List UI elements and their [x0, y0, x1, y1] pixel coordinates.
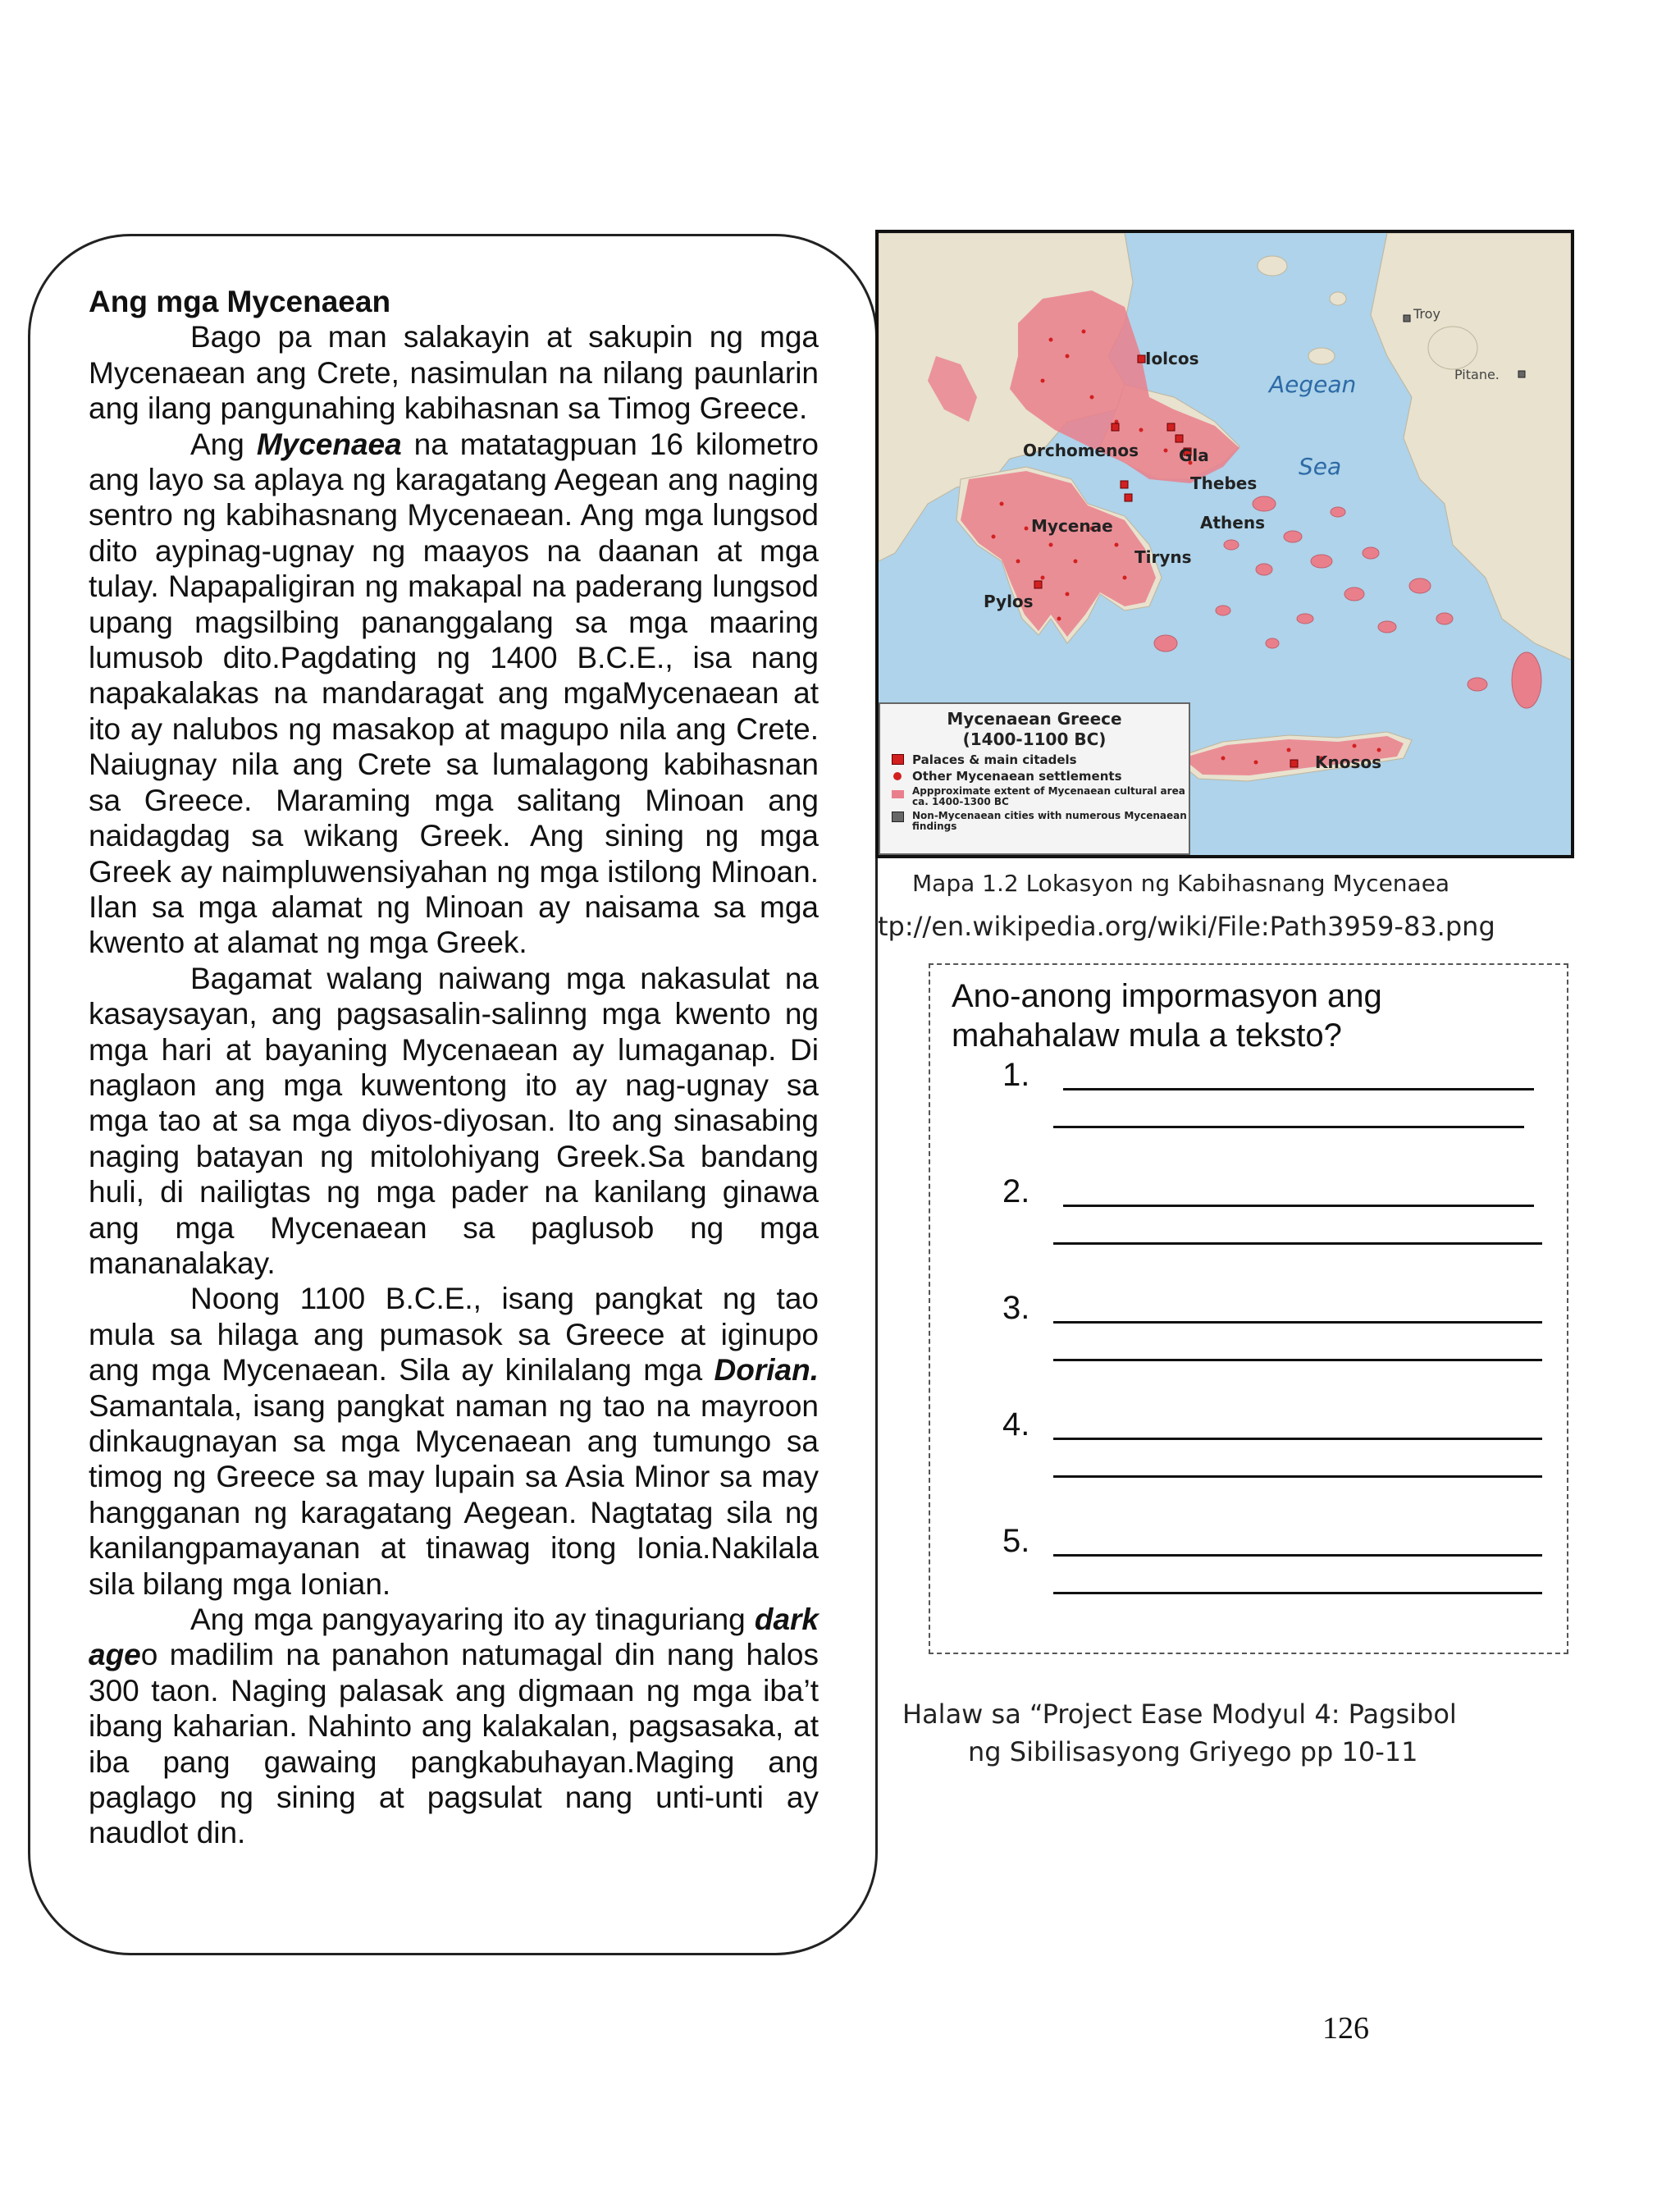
label-mycenae: Mycenae	[1031, 516, 1113, 536]
mycenaean-greece-map	[875, 230, 1574, 858]
legend-palaces-label: Palaces & main citadels	[912, 752, 1077, 767]
label-iolcos: Iolcos	[1145, 349, 1199, 368]
paragraph-5	[89, 1602, 819, 1851]
source-citation	[902, 1695, 1542, 1771]
source-line-2: ng Sibilisasyong Griyego pp 10-11	[968, 1736, 1418, 1767]
page-number: 126	[1322, 2011, 1369, 2046]
paragraph-2	[89, 427, 819, 961]
red-square-icon	[892, 754, 904, 765]
label-troy: Troy	[1413, 306, 1440, 322]
legend-row-non-mycenaean	[892, 811, 1189, 832]
paragraph-5-rest: o madilim na panahon natumagal din nang halos 300 taon. Naging palasak ang digmaan ng mga iba’t ibang kaharian. Nahinto ang kalakalan, pagsasaka, at iba pang gawaing pangkabuhayan.Maging ang paglago ng sining at pagsulat nang unti-unti ay naudlot din.	[89, 1638, 819, 1850]
red-dot-icon	[892, 770, 904, 781]
answer-number-3: 3.	[1002, 1290, 1030, 1326]
legend-title-2: (1400-1100 BC)	[962, 729, 1107, 749]
source-line-1: Halaw sa “Project Ease Modyul 4: Pagsibol	[902, 1699, 1457, 1730]
answer-line-5a[interactable]	[1053, 1554, 1542, 1557]
answer-line-4b[interactable]	[1053, 1475, 1542, 1478]
answer-line-3b[interactable]	[1053, 1359, 1542, 1361]
legend-row-settlements	[892, 770, 1189, 783]
label-sea: Sea	[1299, 453, 1342, 480]
label-tiryns: Tiryns	[1134, 547, 1192, 567]
answer-number-5: 5.	[1002, 1523, 1030, 1559]
label-pitane: Pitane.	[1454, 367, 1500, 382]
paragraph-2-rest: na matatagpuan 16 kilometro ang layo sa aplaya ng karagatang Aegean ang naging sentro ng kabihasnang Mycenaean. Ang mga lungsod dito aypinag-ugnay ng maayos na daanan at mga tulay. Napapaligiran ng makapal na paderang lungsod upang magsilbing pananggalang sa mga maaring lumusob dito.Pagdating ng 1400 B.C.E., isa nang napakalakas na mandaragat ang mgaMycenaean at ito ay nalubos ng masakop at magupo nila ang Crete. Naiugnay nila ang Crete sa lumalagong kabihasnan sa Greece. Maraming mga salitang Minoan ang naidagdag sa wikang Greek. Ang sining ng mga Greek ay naimpluwensiyahan ng mga istilong Minoan. Ilan sa mga alamat ng Minoan ay naisama sa mga kwento at alamat ng mga Greek.	[89, 427, 819, 960]
paragraph-1: Bago pa man salakayin at sakupin ng mga Mycenaean ang Crete, nasimulan na nilang paunlarin ang ilang pangunahing kabihasnan sa Timog Greece.	[89, 320, 819, 426]
article-title: Ang mga Mycenaean	[89, 285, 391, 318]
answer-line-4a[interactable]	[1053, 1438, 1542, 1440]
answer-line-3a[interactable]	[1053, 1321, 1542, 1324]
answer-line-2b[interactable]	[1053, 1242, 1542, 1245]
label-pylos: Pylos	[984, 592, 1034, 611]
answer-number-2: 2.	[1002, 1173, 1030, 1209]
legend-row-extent	[892, 786, 1189, 807]
label-gla: Gla	[1179, 446, 1209, 465]
pink-area-icon	[892, 790, 904, 798]
map-legend	[879, 702, 1190, 855]
legend-settlements-label: Other Mycenaean settlements	[912, 769, 1122, 784]
answer-line-1b[interactable]	[1053, 1126, 1524, 1128]
keyword-mycenaea: Mycenaea	[256, 427, 402, 461]
map-source-url: tp://en.wikipedia.org/wiki/File:Path3959-83.png	[878, 911, 1495, 942]
map-caption: Mapa 1.2 Lokasyon ng Kabihasnang Mycenaea	[912, 870, 1450, 897]
paragraph-2-lead: Ang	[190, 427, 257, 461]
answer-number-4: 4.	[1002, 1406, 1030, 1442]
label-thebes: Thebes	[1190, 473, 1258, 493]
legend-non-mycenaean-label: Non-Mycenaean cities with numerous Mycenaean findings	[912, 810, 1187, 832]
question-prompt: Ano-anong impormasyon ang mahahalaw mula a teksto?	[952, 978, 1382, 1054]
keyword-dorian: Dorian.	[714, 1353, 819, 1388]
paragraph-4-rest: Samantala, isang pangkat naman ng tao na mayroon dinkaugnayan sa mga Mycenaean ang tumungo sa timog ng Greece sa may lupain sa Asia Minor sa may hangganan ng karagatang Aegean. Nagtatag sila ng kanilangpamayanan at tinawag itong Ionia.Nakilala sila bilang mga Ionian.	[89, 1388, 819, 1601]
legend-title-1: Mycenaean Greece	[947, 709, 1122, 729]
label-orchomenos: Orchomenos	[1023, 441, 1139, 460]
label-knosos: Knosos	[1315, 752, 1382, 772]
legend-extent-label: Appproximate extent of Mycenaean cultural area ca. 1400-1300 BC	[912, 785, 1185, 807]
keyword-dark-age: dark age	[89, 1602, 819, 1672]
paragraph-4-lead: Noong 1100 B.C.E., isang pangkat ng tao mula sa hilaga ang pumasok sa Greece at iginupo ang mga Mycenaean. Sila ay kinilalang mga	[89, 1282, 819, 1388]
label-athens: Athens	[1200, 513, 1265, 533]
answer-line-2a[interactable]	[1063, 1205, 1534, 1207]
paragraph-4	[89, 1281, 819, 1602]
answer-line-1a[interactable]	[1063, 1088, 1534, 1090]
answer-line-5b[interactable]	[1053, 1592, 1542, 1594]
paragraph-3: Bagamat walang naiwang mga nakasulat na kasaysayan, ang pagsasalin-salinng mga kwento ng mga hari at bayaning Mycenaean ay lumaganap. Di naglaon ang mga kuwentong ito ay nag-ugnay sa mga tao at sa mga diyos-diyosan. Ito ang sinasabing naging batayan ng mitolohiyang Greek.Sa bandang huli, di nailigtas ng mga pader na kanilang ginawa ang mga Mycenaean sa paglusob ng mga mananalakay.	[89, 961, 819, 1280]
article	[89, 284, 819, 1851]
legend-row-palaces	[892, 753, 1189, 766]
paragraph-5-lead: Ang mga pangyayaring ito ay tinaguriang	[190, 1602, 755, 1637]
label-aegean: Aegean	[1269, 371, 1357, 398]
answer-number-1: 1.	[1002, 1057, 1030, 1093]
gray-square-icon	[892, 812, 904, 822]
